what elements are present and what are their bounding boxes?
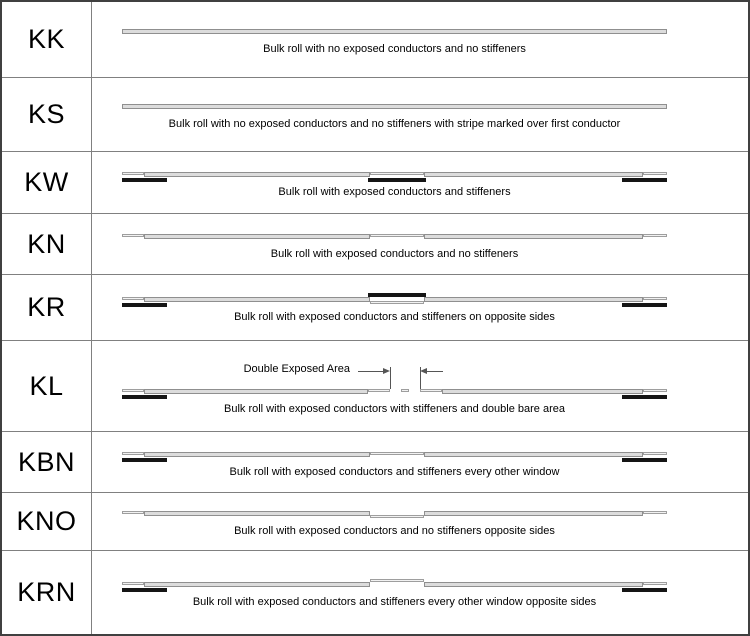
- roll-code: KK: [27, 24, 66, 54]
- cable-segment: [144, 172, 370, 177]
- cable-diagram-kr: [122, 292, 667, 308]
- cable-diagram-ks: [122, 99, 667, 115]
- roll-code: KBN: [17, 446, 76, 477]
- cable-segment: [122, 29, 667, 34]
- cable-segment: [442, 389, 643, 394]
- code-cell-kk: [2, 2, 92, 77]
- code-cell-kw: [2, 151, 92, 213]
- exposed-conductor: [122, 172, 144, 175]
- exposed-conductor: [420, 389, 442, 392]
- exposed-conductor: [643, 452, 667, 455]
- exposed-conductor: [643, 234, 667, 237]
- dimension-arrowhead-right-icon: [383, 368, 390, 374]
- stiffener: [622, 395, 667, 399]
- cable-segment: [424, 582, 643, 587]
- cable-segment: [144, 511, 370, 516]
- diagram-cell-kn: [92, 213, 748, 274]
- roll-code: KS: [27, 99, 66, 129]
- cable-segment: [122, 104, 667, 109]
- cable-segment: [424, 234, 643, 239]
- exposed-conductor: [368, 389, 390, 392]
- roll-code: KL: [29, 370, 64, 401]
- exposed-conductor: [370, 301, 424, 304]
- cable-segment: [144, 389, 368, 394]
- exposed-conductor: [370, 579, 424, 582]
- diagram-cell-kbn: [92, 431, 748, 492]
- cable-segment: [144, 297, 370, 302]
- exposed-conductor: [122, 452, 144, 455]
- cable-segment: [424, 297, 643, 302]
- cable-segment: [424, 511, 643, 516]
- cable-diagram-kw: [122, 167, 667, 183]
- roll-code: KN: [27, 228, 66, 259]
- row-description: Bulk roll with no exposed conductors and no stiffeners: [263, 43, 526, 55]
- cable-segment: [424, 452, 643, 457]
- cable-diagram-kn: [122, 229, 667, 245]
- exposed-conductor: [643, 389, 667, 392]
- exposed-conductor: [643, 511, 667, 514]
- cable-segment: [144, 234, 370, 239]
- exposed-conductor: [370, 172, 424, 175]
- exposed-conductor: [370, 515, 424, 518]
- diagram-cell-ks: [92, 77, 748, 151]
- roll-code: KRN: [17, 577, 76, 607]
- exposed-conductor: [122, 582, 144, 585]
- diagram-cell-krn: [92, 550, 748, 634]
- code-cell-kl: [2, 340, 92, 431]
- row-description: Bulk roll with exposed conductors and stiffeners every other window opposite sides: [192, 596, 597, 608]
- cable-segment: [144, 452, 370, 457]
- stiffener: [122, 458, 167, 462]
- double-exposed-area-label: Double Exposed Area: [243, 362, 350, 375]
- exposed-conductor: [122, 389, 144, 392]
- diagram-cell-kw: [92, 151, 748, 213]
- cable-segment: [144, 582, 370, 587]
- row-description: Bulk roll with exposed conductors and stiffeners: [278, 186, 511, 198]
- exposed-conductor: [122, 297, 144, 300]
- row-description: Bulk roll with exposed conductors and no stiffeners: [270, 247, 519, 260]
- code-cell-kno: [2, 492, 92, 550]
- dimension-arrow-tail: [358, 371, 384, 372]
- code-cell-kbn: [2, 431, 92, 492]
- stiffener: [122, 303, 167, 307]
- exposed-conductor: [122, 234, 144, 237]
- stiffener: [122, 178, 167, 182]
- stiffener: [622, 588, 667, 592]
- stiffener: [368, 293, 426, 297]
- exposed-conductor: [643, 297, 667, 300]
- exposed-conductor: [370, 234, 424, 237]
- dimension-arrowhead-left-icon: [420, 368, 427, 374]
- diagram-cell-kl: [92, 340, 748, 431]
- cable-segment: [424, 172, 643, 177]
- roll-code: KW: [24, 167, 69, 197]
- stiffener: [622, 303, 667, 307]
- code-cell-kr: [2, 274, 92, 340]
- diagram-cell-kr: [92, 274, 748, 340]
- roll-code: KNO: [16, 506, 77, 536]
- dimension-arrow-tail: [427, 371, 443, 372]
- cable-diagram-kno: [122, 506, 667, 522]
- dimension-line: [420, 367, 421, 389]
- stiffener: [122, 588, 167, 592]
- stiffener: [622, 458, 667, 462]
- exposed-conductor: [401, 389, 409, 392]
- exposed-conductor: [122, 511, 144, 514]
- exposed-conductor: [643, 582, 667, 585]
- stiffener: [622, 178, 667, 182]
- row-description: Bulk roll with exposed conductors and no stiffeners opposite sides: [234, 525, 555, 537]
- row-description: Bulk roll with no exposed conductors and no stiffeners with stripe marked over first conductor: [168, 118, 621, 130]
- roll-code: KR: [27, 292, 66, 322]
- row-description: Bulk roll with exposed conductors and stiffeners on opposite sides: [234, 311, 555, 323]
- code-cell-kn: [2, 213, 92, 274]
- exposed-conductor: [643, 172, 667, 175]
- code-cell-krn: [2, 550, 92, 634]
- cable-diagram-krn: [122, 577, 667, 593]
- exposed-conductor: [370, 452, 424, 455]
- dimension-line: [390, 367, 391, 389]
- cable-diagram-kbn: [122, 447, 667, 463]
- stiffener: [368, 178, 426, 182]
- diagram-cell-kno: [92, 492, 748, 550]
- code-cell-ks: [2, 77, 92, 151]
- cable-diagram-kk: [122, 24, 667, 40]
- row-description: Bulk roll with exposed conductors and stiffeners every other window: [229, 465, 560, 478]
- stiffener: [122, 395, 167, 399]
- row-description: Bulk roll with exposed conductors with stiffeners and double bare area: [224, 402, 565, 415]
- cable-diagram-kl: [122, 362, 667, 400]
- diagram-cell-kk: [92, 2, 748, 77]
